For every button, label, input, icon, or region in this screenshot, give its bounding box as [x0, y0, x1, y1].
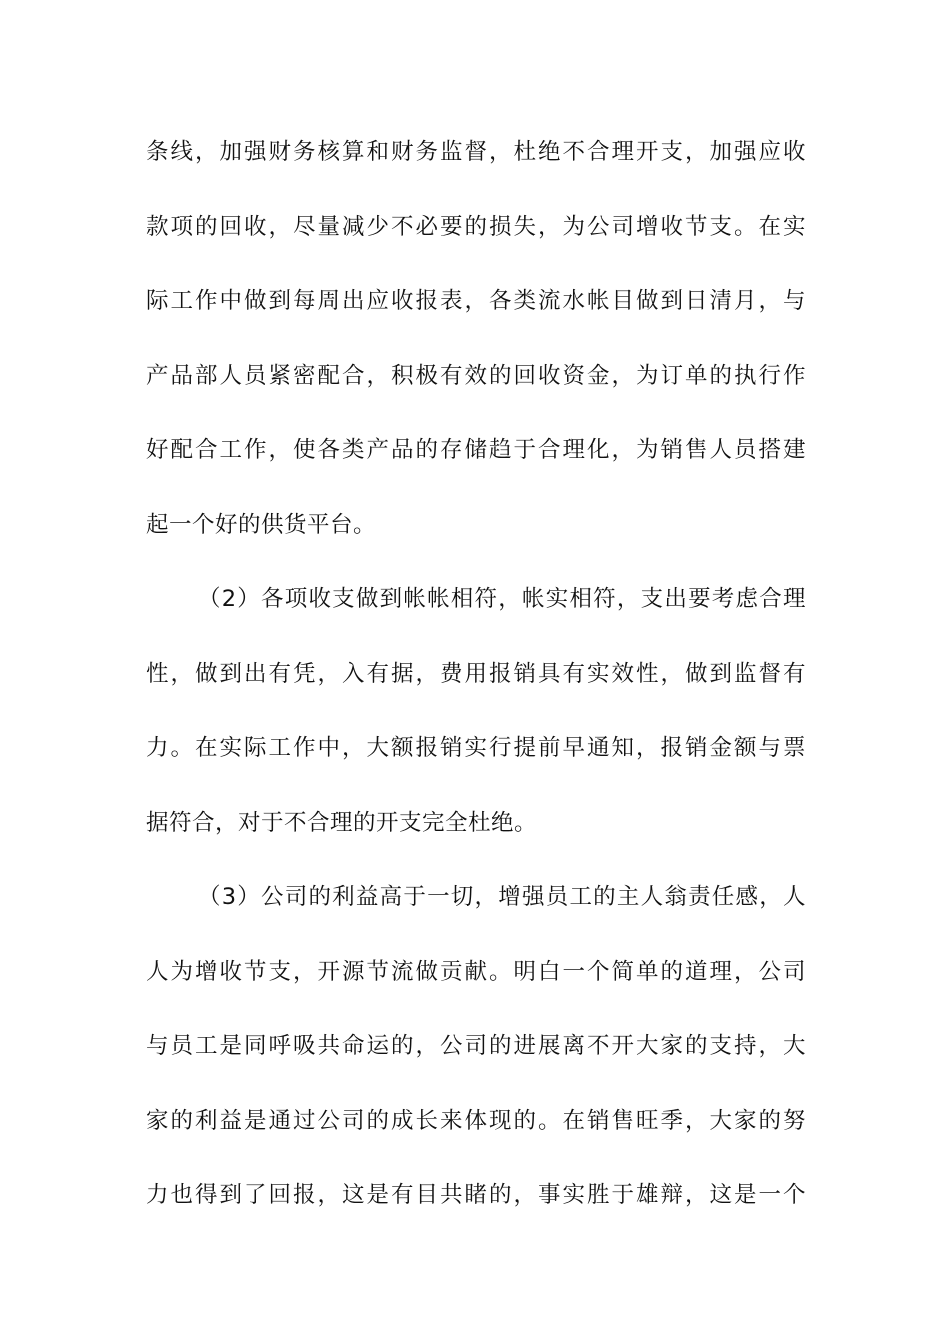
text-line: 产品部人员紧密配合，积极有效的回收资金，为订单的执行作 [146, 362, 806, 389]
text-line: 与员工是同呼吸共命运的，公司的进展离不开大家的支持，大 [146, 1033, 806, 1059]
text-line: 好配合工作，使各类产品的存储趋于合理化，为销售人员搭建 [146, 437, 806, 463]
text-line: 性，做到出有凭，入有据，费用报销具有实效性，做到监督有 [146, 660, 806, 687]
text-line: 力也得到了回报，这是有目共睹的，事实胜于雄辩，这是一个 [146, 1182, 806, 1208]
text-line: 际工作中做到每周出应收报表，各类流水帐目做到日清月，与 [146, 288, 806, 314]
paragraph-2-start: （2）各项收支做到帐帐相符，帐实相符，支出要考虑合理 [198, 586, 806, 612]
text-line: 力。在实际工作中，大额报销实行提前早通知，报销金额与票 [146, 735, 806, 761]
body-text [146, 126, 806, 1244]
text-line: 人为增收节支，开源节流做贡献。明白一个简单的道理，公司 [146, 958, 806, 985]
text-line: 起一个好的供货平台。 [146, 511, 377, 538]
text-line: 家的利益是通过公司的成长来体现的。在销售旺季，大家的努 [146, 1107, 806, 1134]
paragraph-3-start: （3）公司的利益高于一切，增强员工的主人翁责任感，人 [198, 884, 806, 910]
text-line: 条线，加强财务核算和财务监督，杜绝不合理开支，加强应收 [146, 139, 806, 165]
text-line: 据符合，对于不合理的开支完全杜绝。 [146, 809, 538, 836]
text-line: 款项的回收，尽量减少不必要的损失，为公司增收节支。在实 [146, 213, 806, 240]
